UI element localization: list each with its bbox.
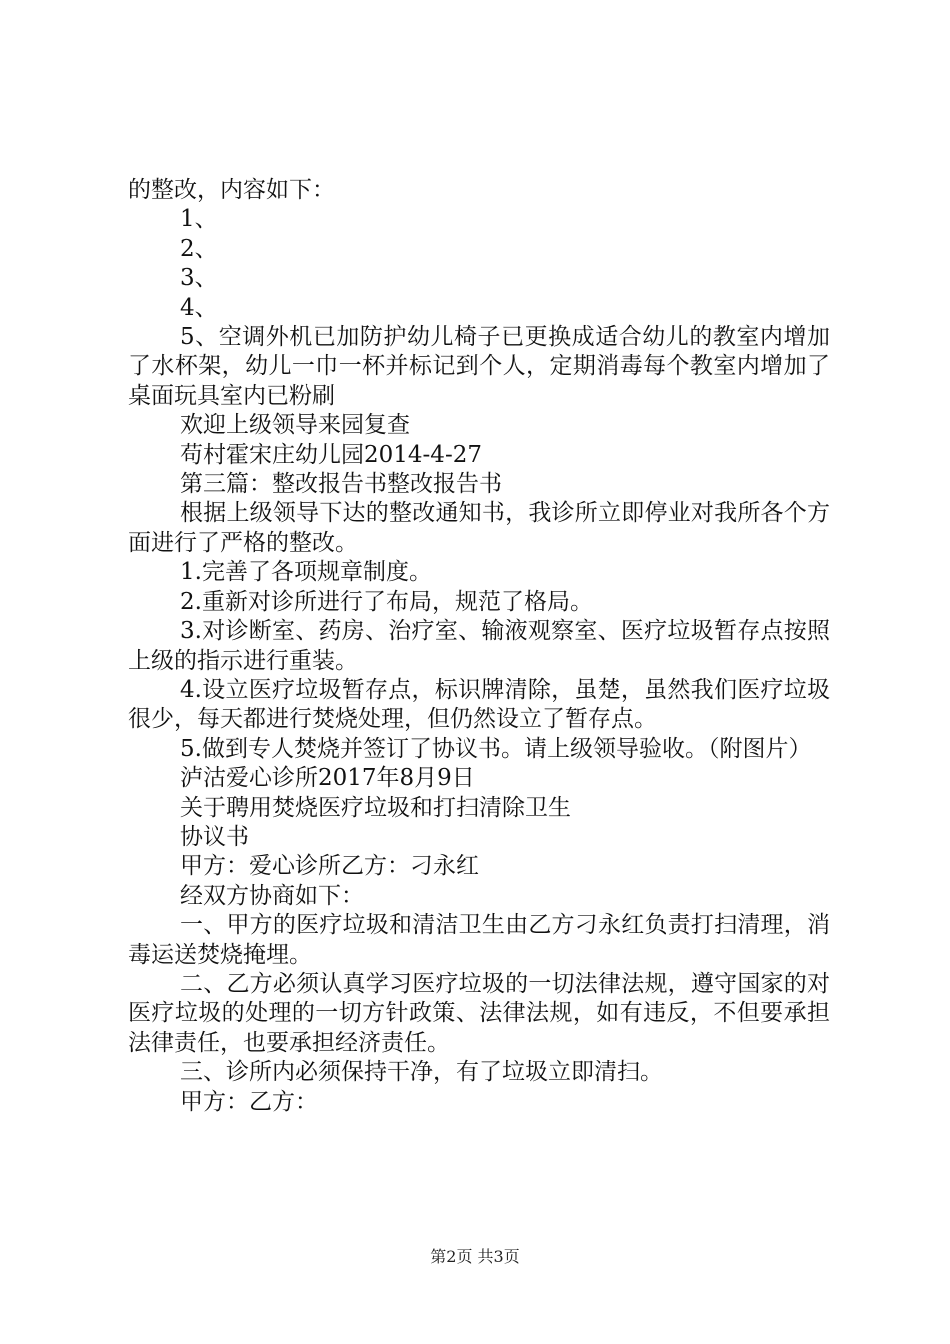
paragraph: 甲方：乙方： xyxy=(180,1088,318,1115)
paragraph: 2.重新对诊所进行了布局，规范了格局。 xyxy=(180,588,593,615)
paragraph: 二、乙方必须认真学习医疗垃圾的一切法律法规，遵守国家的对医疗垃圾的处理的一切方针政策、法律法规，如有违反，不但要承担法律责任，也要承担经济责任。 xyxy=(128,970,830,1056)
paragraph: 三、诊所内必须保持干净，有了垃圾立即清扫。 xyxy=(180,1059,663,1086)
paragraph: 1、 xyxy=(180,206,218,233)
paragraph: 苟村霍宋庄幼儿园2014-4-27 xyxy=(180,441,482,468)
paragraph: 甲方：爱心诊所乙方：刁永红 xyxy=(180,853,479,880)
paragraph: 关于聘用焚烧医疗垃圾和打扫清除卫生 xyxy=(180,794,571,821)
paragraph: 4.设立医疗垃圾暂存点，标识牌清除，虽楚，虽然我们医疗垃圾很少，每天都进行焚烧处理，但仍然设立了暂存点。 xyxy=(128,676,830,733)
paragraph: 5.做到专人焚烧并签订了协议书。请上级领导验收。（附图片） xyxy=(180,735,812,762)
paragraph: 协议书 xyxy=(180,823,249,850)
paragraph: 1.完善了各项规章制度。 xyxy=(180,559,432,586)
section-heading: 第三篇：整改报告书整改报告书 xyxy=(180,471,502,498)
paragraph: 泸沽爱心诊所2017年8月9日 xyxy=(180,765,475,792)
paragraph: 一、甲方的医疗垃圾和清洁卫生由乙方刁永红负责打扫清理，消毒运送焚烧掩埋。 xyxy=(128,912,830,968)
paragraph: 3.对诊断室、药房、治疗室、输液观察室、医疗垃圾暂存点按照上级的指示进行重装。 xyxy=(128,618,830,674)
paragraph: 2、 xyxy=(180,235,218,262)
paragraph: 经双方协商如下： xyxy=(180,882,364,909)
document-body xyxy=(128,176,830,1117)
paragraph: 4、 xyxy=(180,294,218,321)
page-footer: 第2页 共3页 xyxy=(430,1247,520,1266)
paragraph: 欢迎上级领导来园复查 xyxy=(180,412,410,439)
paragraph: 3、 xyxy=(180,265,218,292)
paragraph: 5、空调外机已加防护幼儿椅子已更换成适合幼儿的教室内增加了水杯架，幼儿一巾一杯并标记到个人，定期消毒每个教室内增加了桌面玩具室内已粉刷 xyxy=(128,324,830,409)
paragraph: 的整改，内容如下： xyxy=(128,177,335,203)
paragraph: 根据上级领导下达的整改通知书，我诊所立即停业对我所各个方面进行了严格的整改。 xyxy=(128,500,830,556)
